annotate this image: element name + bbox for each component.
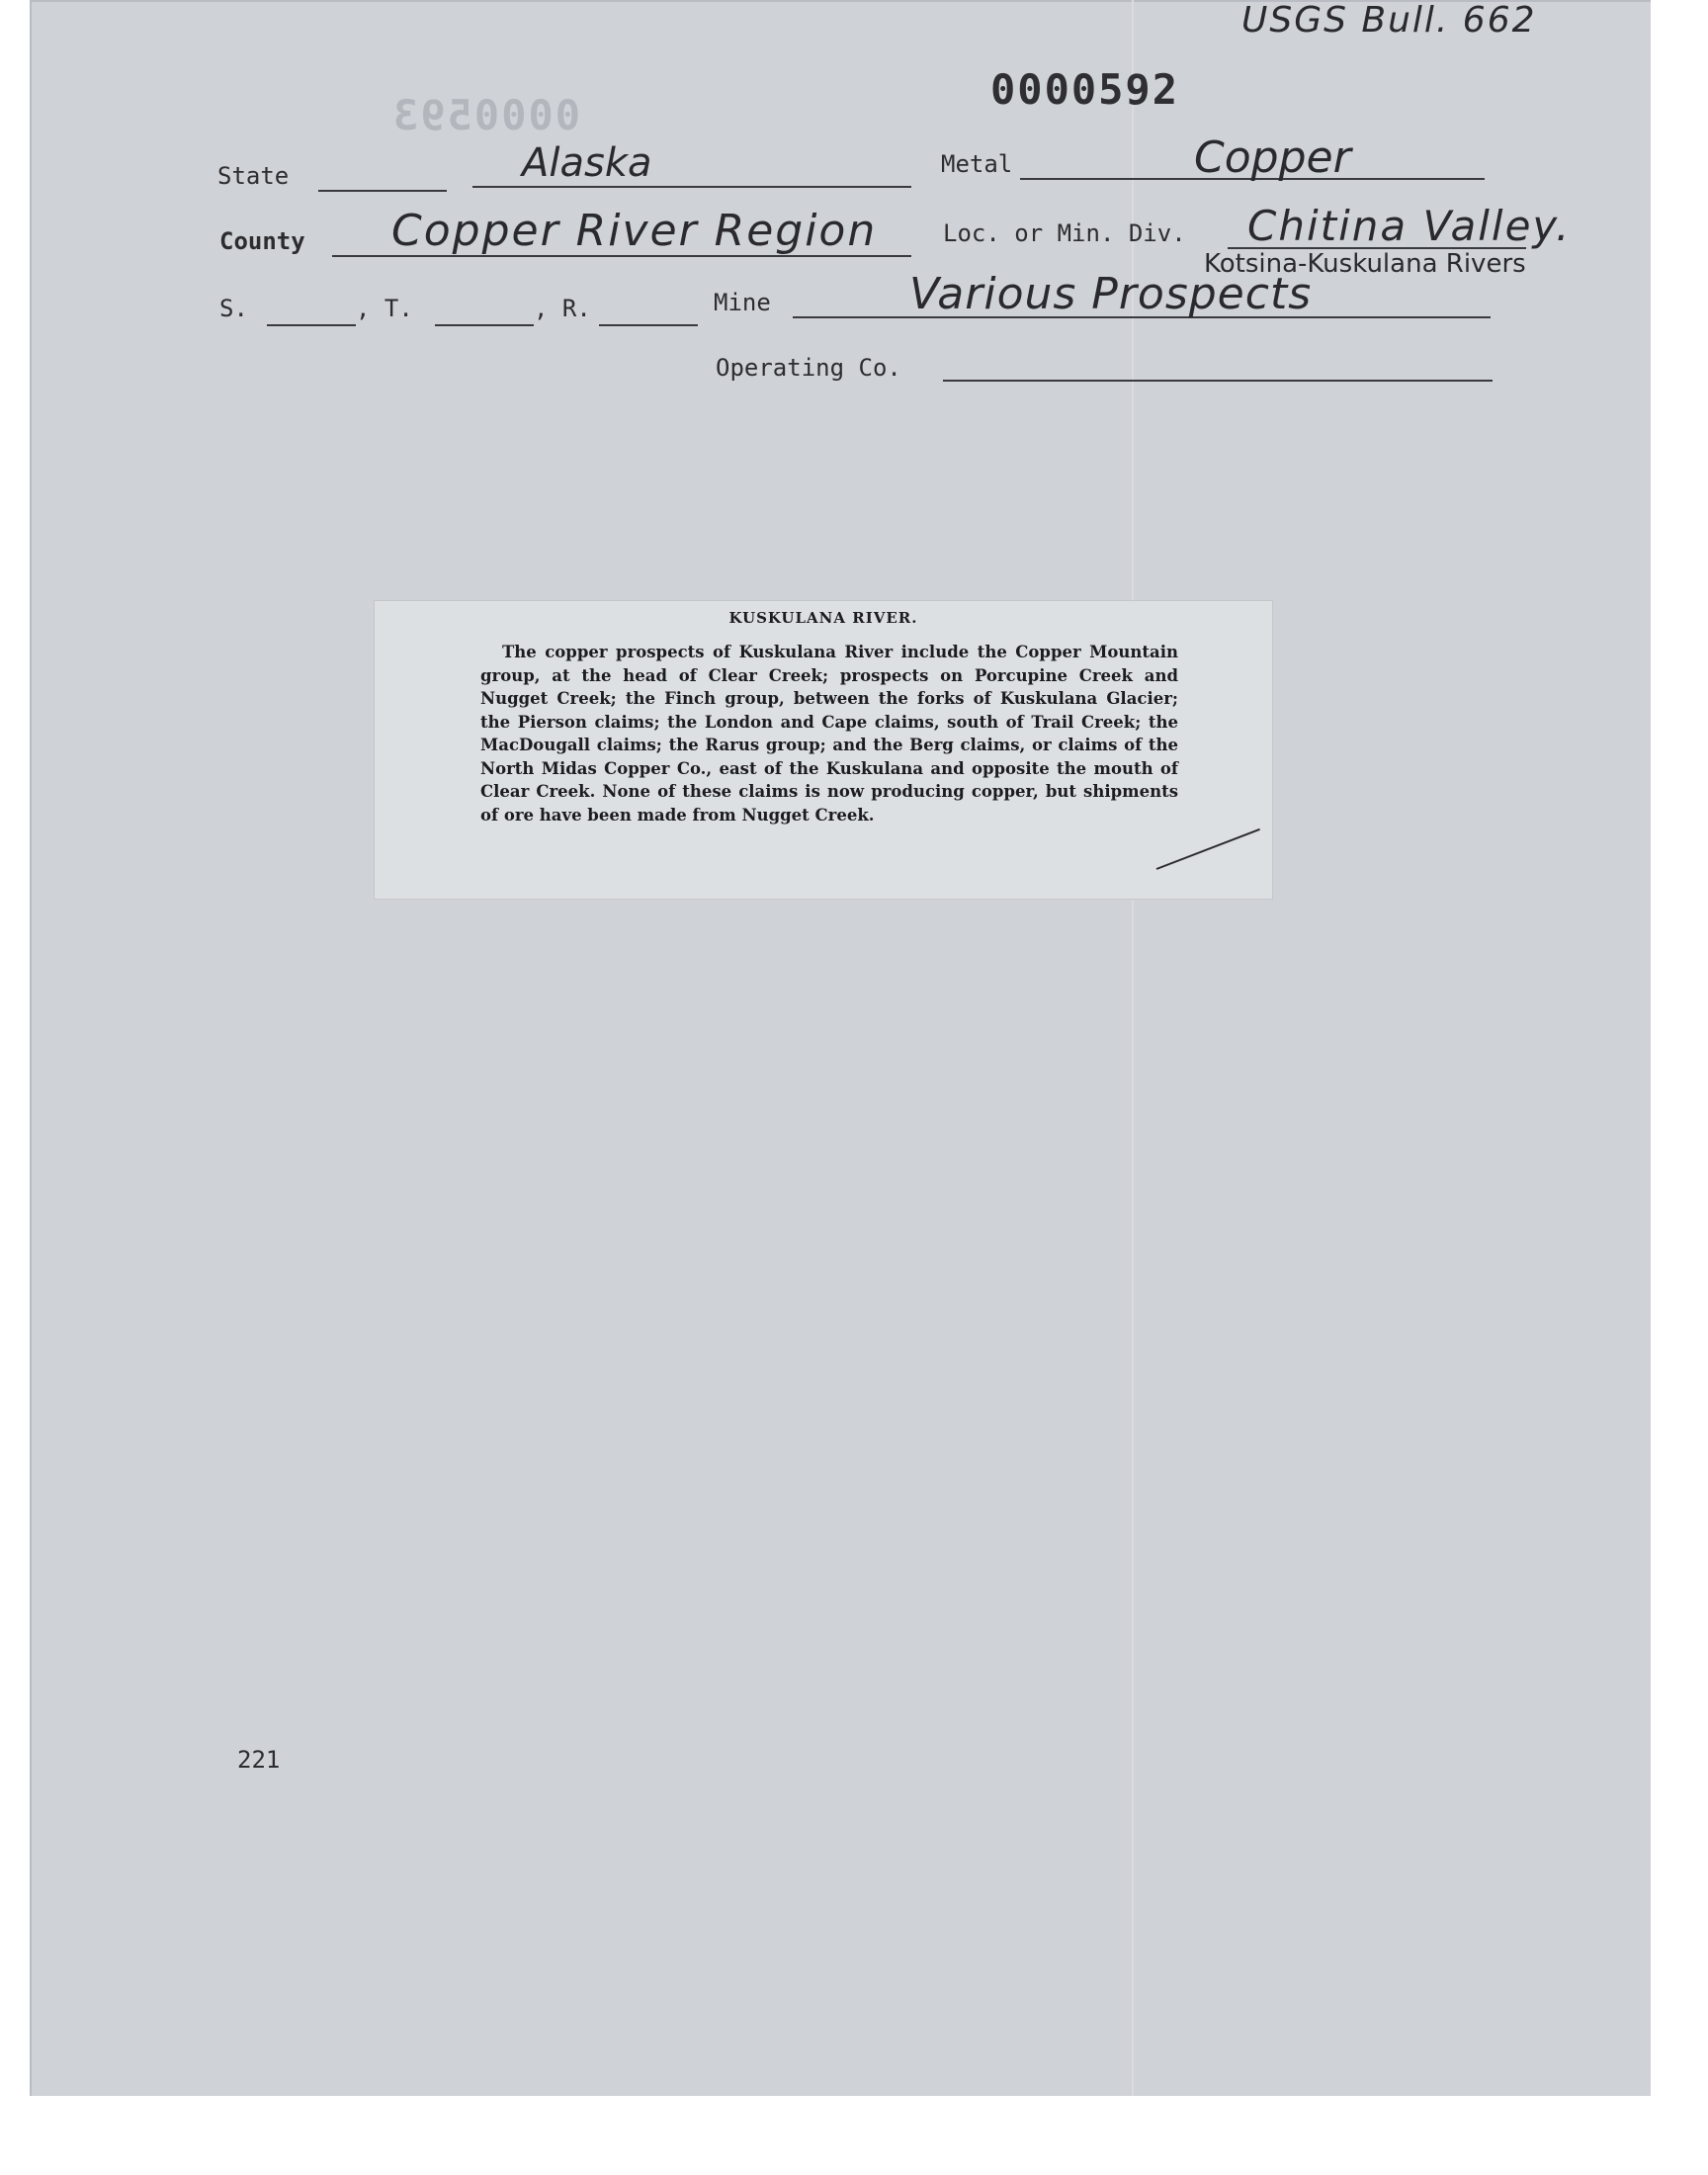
section-label: S.: [219, 295, 248, 322]
clipping-title: KUSKULANA RIVER.: [728, 609, 918, 627]
location-value: Chitina Valley.: [1247, 202, 1572, 250]
range-underline: [599, 324, 698, 326]
township-underline: [435, 324, 534, 326]
state-value: Alaska: [522, 140, 652, 186]
document-number-stamp: 0000592: [990, 65, 1180, 114]
county-value: Copper River Region: [391, 206, 878, 256]
township-label: , T.: [356, 295, 413, 322]
state-label: State: [217, 162, 290, 190]
page-number: 221: [237, 1746, 281, 1774]
metal-value: Copper: [1194, 132, 1351, 183]
faint-number-stamp: 0000593: [391, 91, 581, 139]
report-clipping: [374, 600, 1273, 900]
state-underline: [318, 190, 447, 192]
location-label: Loc. or Min. Div.: [943, 219, 1186, 247]
section-underline: [267, 324, 356, 326]
county-label: County: [219, 227, 305, 255]
form-sheet: [30, 0, 1651, 2096]
metal-label: Metal: [941, 150, 1013, 178]
mine-value: Various Prospects: [909, 269, 1313, 319]
location-subvalue: Kotsina-Kuskulana Rivers: [1204, 249, 1526, 279]
state-underline-2: [472, 186, 911, 188]
top-reference-note: USGS Bull. 662: [1241, 0, 1537, 41]
clipping-body: The copper prospects of Kuskulana River include the Copper Mountain group, at the head of Clear Creek; prospects on Porcupine Creek and Nugget Creek; the Finch group, between the forks of Kuskulana Glacier; the Pierson claims; the London and Cape claims, south of Trail Creek; the MacDougall claims; the Rarus group; and the Berg claims, or claims of the North Midas Copper Co., east of the Kuskulana and opposite the mouth of Clear Creek. None of these claims is now producing copper, but shipments of ore have been made from Nugget Creek.: [480, 643, 1178, 825]
operating-company-label: Operating Co.: [716, 354, 901, 382]
operating-company-underline: [943, 380, 1493, 382]
range-label: , R.: [534, 295, 591, 322]
mine-label: Mine: [714, 289, 771, 316]
